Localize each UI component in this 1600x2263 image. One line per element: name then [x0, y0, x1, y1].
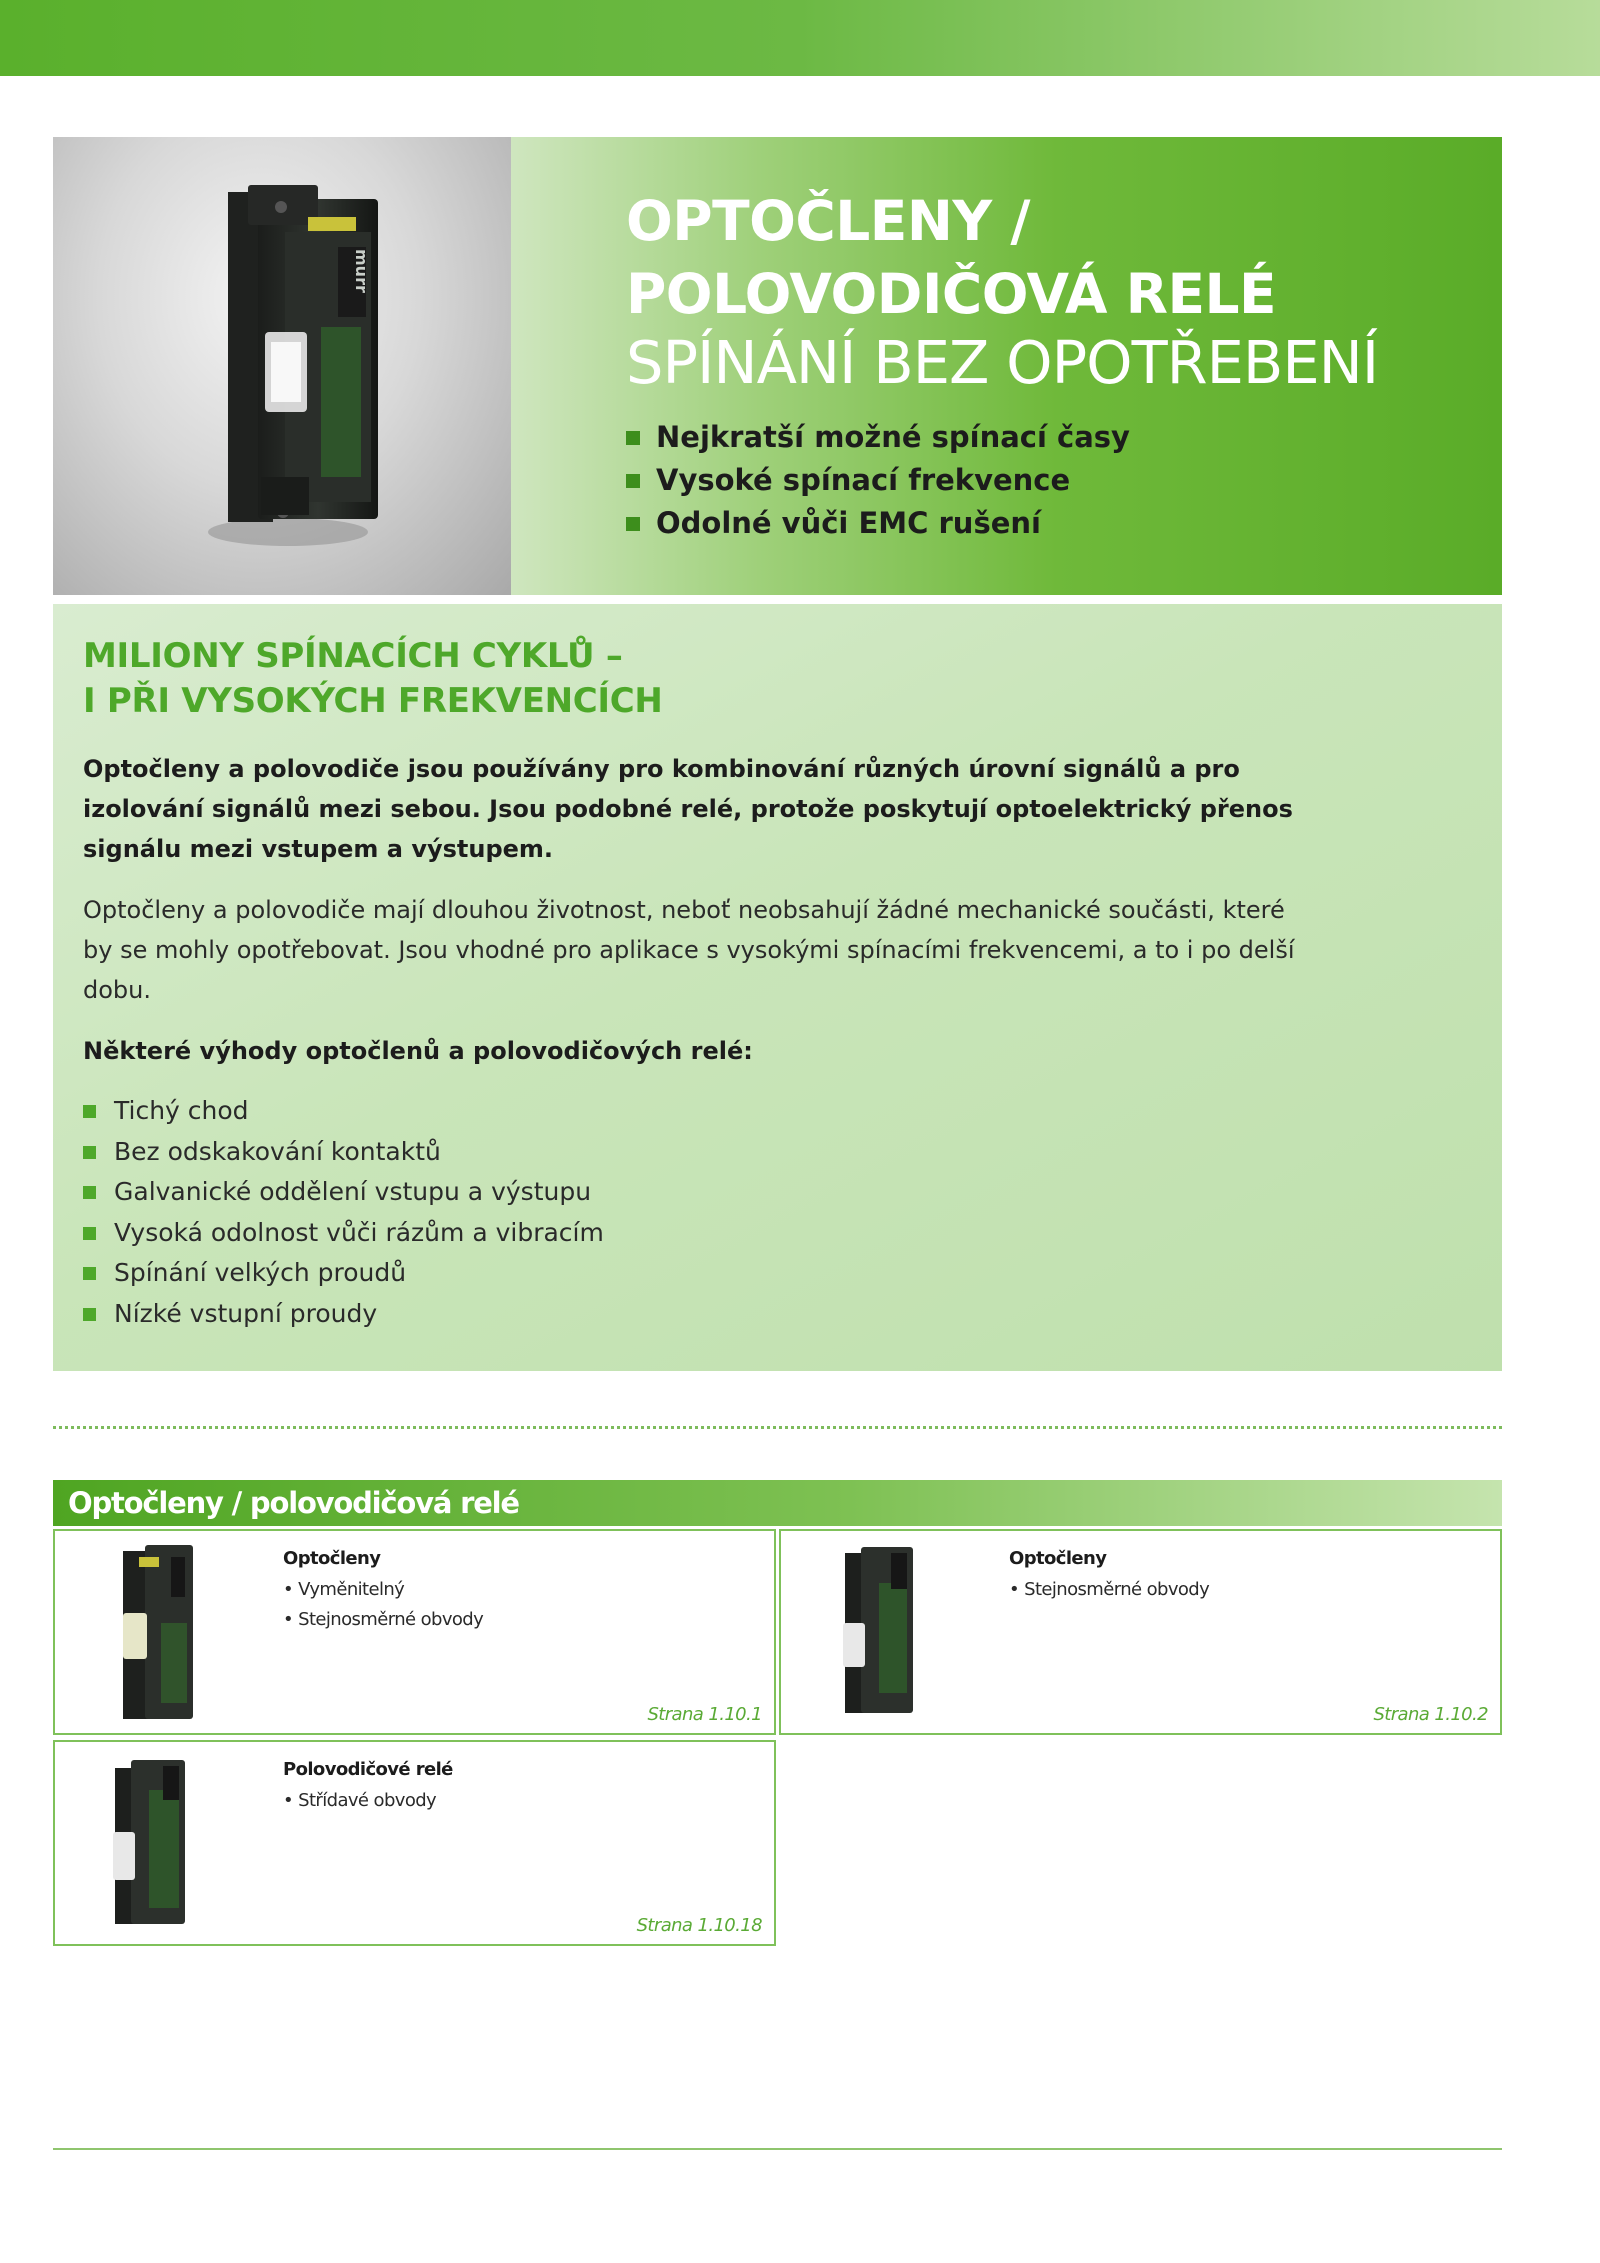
benefit-text: Tichý chod [114, 1096, 249, 1125]
info-panel [53, 604, 1502, 1371]
benefit-text: Vysoká odolnost vůči rázům a vibracím [114, 1217, 604, 1247]
product-feature: • Stejnosměrné obvody [1009, 1575, 1209, 1605]
footer-rule [53, 2148, 1502, 2150]
hero-bullet [626, 459, 1130, 502]
hero-bullet-text: Odolné vůči EMC rušení [656, 506, 1041, 540]
hero-title-line-2: POLOVODIČOVÁ RELÉ [626, 262, 1277, 326]
info-intro-paragraph: Optočleny a polovodiče jsou používány pro kombinování různých úrovní signálů a pro izolování signálů mezi sebou. Jsou podobné relé, protože poskytují optoelektrický přenos signálu mezi vstupem a výstupem. [83, 755, 1293, 863]
square-bullet-icon [626, 431, 640, 445]
product-card-solid-state-relay[interactable] [53, 1740, 776, 1946]
hero-bullet-list [626, 416, 1130, 545]
square-bullet-icon [83, 1186, 96, 1199]
dotted-divider [53, 1426, 1502, 1429]
brand-logo-text: murr [352, 249, 371, 293]
benefit-item [83, 1213, 604, 1254]
optocoupler-product-image [95, 1543, 215, 1723]
square-bullet-icon [626, 474, 640, 488]
benefit-item [83, 1253, 604, 1294]
square-bullet-icon [83, 1267, 96, 1280]
hero-bullet-text: Vysoké spínací frekvence [656, 463, 1071, 497]
product-feature-list [1009, 1575, 1209, 1605]
benefit-text: Bez odskakování kontaktů [114, 1136, 441, 1166]
product-feature: • Stejnosměrné obvody [283, 1605, 483, 1635]
product-card-optocoupler-dc[interactable] [779, 1529, 1502, 1735]
benefit-text: Spínání velkých proudů [114, 1258, 407, 1287]
benefits-list [83, 1091, 604, 1334]
product-card-title: Optočleny [1009, 1548, 1107, 1569]
product-page-link[interactable]: Strana 1.10.1 [647, 1704, 762, 1725]
top-color-bar [0, 0, 1600, 76]
product-card-title: Optočleny [283, 1548, 381, 1569]
hero-title [626, 185, 1486, 331]
products-section-header [53, 1480, 1502, 1526]
hero-subtitle: SPÍNÁNÍ BEZ OPOTŘEBENÍ [626, 328, 1379, 397]
info-heading [83, 634, 663, 724]
product-card-title: Polovodičové relé [283, 1759, 453, 1780]
square-bullet-icon [83, 1227, 96, 1240]
relay-module-illustration [53, 137, 511, 595]
benefit-item [83, 1172, 604, 1213]
hero-bullet [626, 416, 1130, 459]
benefit-item [83, 1091, 604, 1132]
benefit-text: Nízké vstupní proudy [114, 1298, 378, 1328]
hero-bullet [626, 502, 1130, 545]
hero-title-line-1: OPTOČLENY / [626, 189, 1030, 253]
solid-state-relay-product-image [95, 1754, 215, 1934]
product-feature-list [283, 1575, 483, 1635]
products-section-title: Optočleny / polovodičová relé [68, 1486, 519, 1520]
product-card-optocoupler-replaceable[interactable] [53, 1529, 776, 1735]
hero-banner [53, 137, 1502, 595]
product-feature: • Střídavé obvody [283, 1786, 436, 1816]
benefits-title: Některé výhody optočlenů a polovodičových relé: [83, 1037, 753, 1065]
hero-bullet-text: Nejkratší možné spínací časy [656, 420, 1130, 454]
square-bullet-icon [626, 517, 640, 531]
product-page-link[interactable]: Strana 1.10.18 [636, 1915, 762, 1936]
info-body-paragraph: Optočleny a polovodiče mají dlouhou životnost, neboť neobsahují žádné mechanické součásti, které by se mohly opotřebovat. Jsou vhodné pro aplikace s vysokými spínacími frekvencemi, a to i po delší dobu. [83, 896, 1295, 1004]
benefit-item [83, 1294, 604, 1335]
info-heading-line-1: MILIONY SPÍNACÍCH CYKLŮ – [83, 636, 623, 676]
square-bullet-icon [83, 1146, 96, 1159]
product-feature: • Vyměnitelný [283, 1575, 483, 1605]
info-heading-line-2: I PŘI VYSOKÝCH FREKVENCÍCH [83, 681, 663, 721]
benefit-text: Galvanické oddělení vstupu a výstupu [114, 1177, 592, 1206]
benefit-item [83, 1132, 604, 1173]
product-feature-list [283, 1786, 436, 1816]
optocoupler-product-image [821, 1543, 941, 1723]
hero-title-panel [511, 137, 1502, 595]
square-bullet-icon [83, 1105, 96, 1118]
square-bullet-icon [83, 1308, 96, 1321]
hero-product-photo [53, 137, 511, 595]
product-page-link[interactable]: Strana 1.10.2 [1373, 1704, 1488, 1725]
